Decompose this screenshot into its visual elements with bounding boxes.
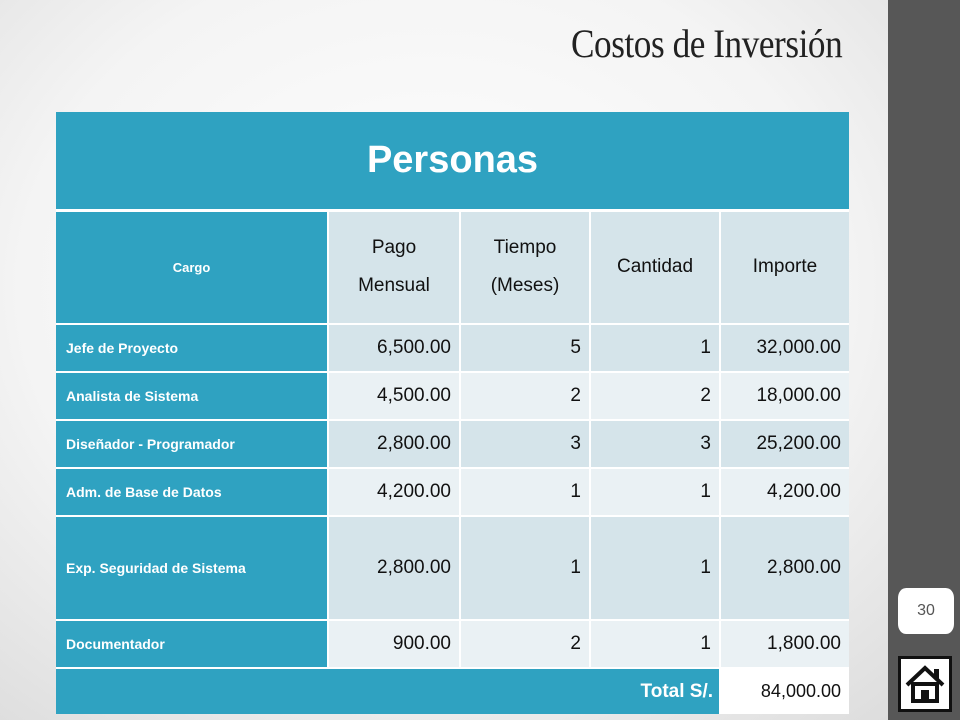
table-row bbox=[56, 620, 849, 668]
row-cargo: Jefe de Proyecto bbox=[56, 324, 328, 372]
header-pago-line1: Pago bbox=[371, 237, 417, 259]
row-pago: 4,200.00 bbox=[328, 468, 460, 516]
header-tiempo-meses bbox=[460, 210, 590, 324]
row-tiempo: 2 bbox=[460, 620, 590, 668]
row-cargo: Exp. Seguridad de Sistema bbox=[56, 516, 328, 620]
total-value: 84,000.00 bbox=[720, 668, 849, 714]
row-cantidad: 3 bbox=[590, 420, 720, 468]
total-label: Total S/. bbox=[56, 668, 720, 714]
row-importe: 18,000.00 bbox=[720, 372, 849, 420]
table-row bbox=[56, 516, 849, 620]
row-pago: 6,500.00 bbox=[328, 324, 460, 372]
row-cantidad: 1 bbox=[590, 324, 720, 372]
row-tiempo: 1 bbox=[460, 516, 590, 620]
slide-title: Costos de Inversión bbox=[570, 21, 842, 66]
table-banner: Personas bbox=[56, 112, 849, 210]
row-importe: 2,800.00 bbox=[720, 516, 849, 620]
row-importe: 1,800.00 bbox=[720, 620, 849, 668]
row-importe: 32,000.00 bbox=[720, 324, 849, 372]
table-row bbox=[56, 468, 849, 516]
row-pago: 2,800.00 bbox=[328, 516, 460, 620]
header-cargo: Cargo bbox=[56, 210, 328, 324]
investment-table-container bbox=[56, 112, 849, 714]
table-header-row bbox=[56, 210, 849, 324]
row-tiempo: 1 bbox=[460, 468, 590, 516]
header-pago-mensual bbox=[328, 210, 460, 324]
row-cantidad: 1 bbox=[590, 468, 720, 516]
row-cargo: Diseñador - Programador bbox=[56, 420, 328, 468]
row-tiempo: 2 bbox=[460, 372, 590, 420]
row-importe: 4,200.00 bbox=[720, 468, 849, 516]
row-tiempo: 3 bbox=[460, 420, 590, 468]
row-cargo: Adm. de Base de Datos bbox=[56, 468, 328, 516]
row-cantidad: 1 bbox=[590, 620, 720, 668]
table-total-row bbox=[56, 668, 849, 714]
row-pago: 2,800.00 bbox=[328, 420, 460, 468]
row-cantidad: 2 bbox=[590, 372, 720, 420]
row-cargo: Analista de Sistema bbox=[56, 372, 328, 420]
header-importe: Importe bbox=[720, 210, 849, 324]
row-pago: 900.00 bbox=[328, 620, 460, 668]
header-tiempo-line2: (Meses) bbox=[490, 275, 560, 297]
home-icon bbox=[904, 663, 946, 705]
row-cargo: Documentador bbox=[56, 620, 328, 668]
header-pago-line2: Mensual bbox=[358, 275, 430, 297]
row-importe: 25,200.00 bbox=[720, 420, 849, 468]
table-row bbox=[56, 420, 849, 468]
home-button[interactable] bbox=[898, 656, 952, 712]
page-number: 30 bbox=[896, 588, 956, 634]
investment-table bbox=[56, 112, 849, 714]
row-tiempo: 5 bbox=[460, 324, 590, 372]
row-cantidad: 1 bbox=[590, 516, 720, 620]
row-pago: 4,500.00 bbox=[328, 372, 460, 420]
header-cantidad: Cantidad bbox=[590, 210, 720, 324]
header-tiempo-line1: Tiempo bbox=[493, 237, 557, 259]
table-row bbox=[56, 324, 849, 372]
table-banner-row bbox=[56, 112, 849, 210]
table-row bbox=[56, 372, 849, 420]
